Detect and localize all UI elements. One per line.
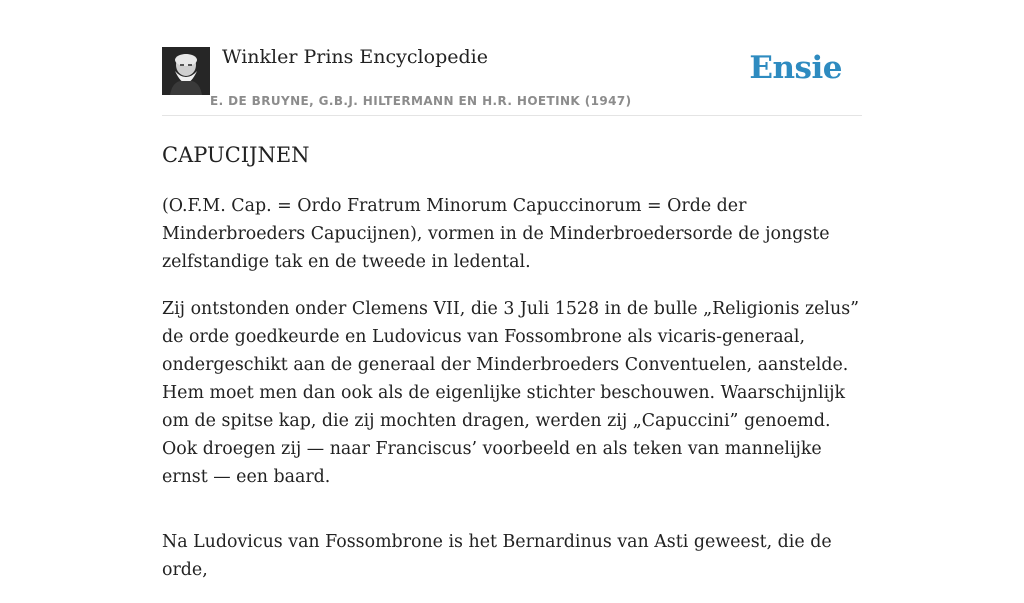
- article-paragraph: Zij ontstonden onder Clemens VII, die 3 Juli 1528 in de bulle „Religionis zelus” de orde goedkeurde en Ludovicus van Fossombrone als vicaris-generaal, ondergeschikt aan de generaal der Minderbroeders Conventuelen, aanstelde. Hem moet men dan ook als de eigenlijke stichter beschouwen. Waarschijnlijk om de spitse kap, die zij mochten dragen, werden zij „Capuccini” genoemd. Ook droegen zij — naar Franciscus’ voorbeeld en als teken van mannelijke ernst — een baard.: [162, 299, 860, 487]
- source-authors: E. DE BRUYNE, G.B.J. HILTERMANN EN H.R. HOETINK (1947): [210, 94, 632, 108]
- article-paragraph: Na Ludovicus van Fossombrone is het Bernardinus van Asti geweest, die de orde,: [162, 532, 832, 580]
- source-title[interactable]: Winkler Prins Encyclopedie: [222, 46, 488, 68]
- article: [162, 140, 862, 603]
- portrait-icon: [162, 47, 210, 95]
- ensie-logo-link[interactable]: Ensie: [749, 50, 842, 86]
- article-title: CAPUCIJNEN: [162, 143, 310, 167]
- source-header: [162, 40, 862, 116]
- author-avatar: [162, 47, 210, 95]
- article-paragraph: (O.F.M. Cap. = Ordo Fratrum Minorum Capuccinorum = Orde der Minderbroeders Capucijnen), vormen in de Minderbroedersorde de jongste zelfstandige tak en de tweede in ledental.: [162, 196, 830, 272]
